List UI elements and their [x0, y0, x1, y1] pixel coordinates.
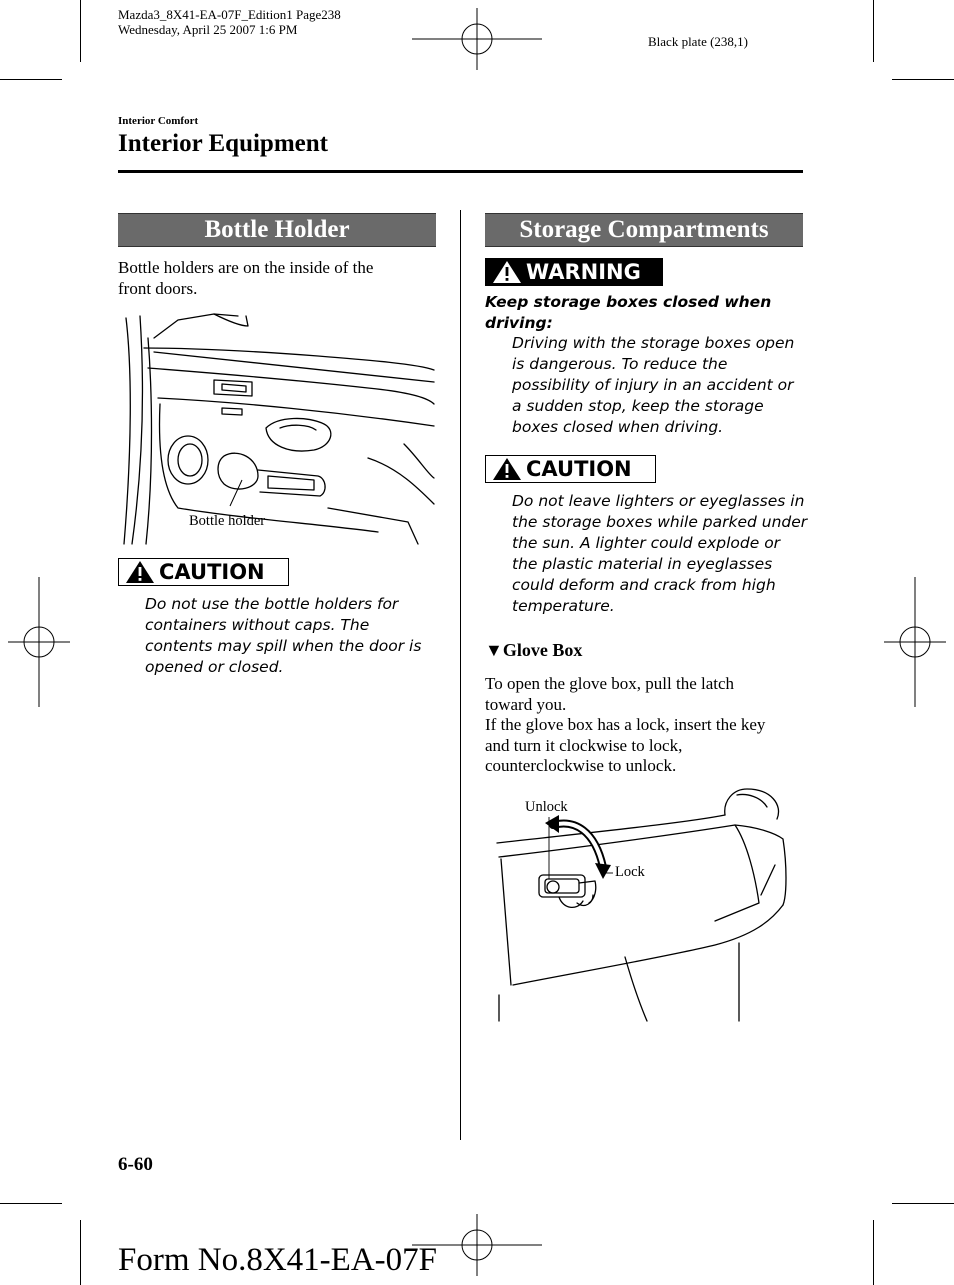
text-line: temperature.: [512, 597, 615, 615]
print-plate: Black plate (238,1): [648, 34, 748, 49]
text-line: toward you.: [485, 694, 567, 714]
triangle-marker-icon: ▼: [485, 640, 503, 660]
text-line: could deform and crack from high: [512, 576, 776, 594]
door-bottle-holder-illustration: [118, 308, 436, 548]
text-line: driving:: [485, 314, 553, 332]
text-line: possibility of injury in an accident or: [512, 376, 794, 394]
text-line: If the glove box has a lock, insert the key: [485, 715, 766, 734]
text-line: is dangerous. To reduce the: [512, 355, 728, 373]
warning-heading: [485, 292, 771, 334]
glove-box-heading: [485, 640, 582, 661]
text-line: opened or closed.: [145, 658, 284, 676]
warning-triangle-icon: [125, 560, 155, 584]
storage-compartments-banner: Storage Compartments: [485, 213, 803, 247]
bottle-holder-intro: [118, 258, 373, 299]
text-line: front doors.: [118, 278, 198, 298]
text-line: Keep storage boxes closed when: [485, 293, 772, 311]
caution-label: CAUTION: [159, 560, 265, 584]
print-header-line2: Wednesday, April 25 2007 1:6 PM: [118, 22, 298, 37]
text-line: Do not use the bottle holders for: [145, 595, 399, 613]
column-divider: [460, 210, 461, 1140]
page-number: 6-60: [118, 1154, 153, 1175]
caution-badge: [118, 558, 289, 586]
text-line: containers without caps. The: [145, 616, 370, 634]
bottle-holder-label: Bottle holder: [189, 513, 266, 529]
text-line: the plastic material in eyeglasses: [512, 555, 773, 573]
print-header: [118, 7, 341, 37]
text-line: the storage boxes while parked under: [512, 513, 808, 531]
print-header-line1: Mazda3_8X41-EA-07F_Edition1 Page238: [118, 7, 341, 22]
caution-label: CAUTION: [526, 457, 632, 481]
warning-text: [512, 333, 794, 438]
page-title: Interior Equipment: [118, 130, 328, 157]
text-line: Bottle holders are on the inside of the: [118, 258, 374, 277]
glove-box-lock-illustration: [485, 785, 803, 1030]
text-line: and turn it clockwise to lock,: [485, 735, 683, 755]
warning-badge: [485, 258, 663, 286]
text-line: Driving with the storage boxes open: [512, 334, 795, 352]
text-line: Do not leave lighters or eyeglasses in: [512, 492, 805, 510]
unlock-label: Unlock: [525, 799, 568, 815]
bottle-holder-caution-text: [145, 594, 421, 678]
registration-mark-icon: [884, 577, 946, 707]
text-line: To open the glove box, pull the latch: [485, 674, 735, 693]
caution-badge: [485, 455, 656, 483]
title-rule: [118, 170, 803, 173]
bottle-holder-banner: Bottle Holder: [118, 213, 436, 247]
text-line: boxes closed when driving.: [512, 418, 724, 436]
glove-box-title: Glove Box: [502, 640, 583, 660]
text-line: counterclockwise to unlock.: [485, 756, 677, 775]
text-line: contents may spill when the door is: [145, 637, 422, 655]
form-number: Form No.8X41-EA-07F: [118, 1242, 437, 1278]
text-line: the sun. A lighter could explode or: [512, 534, 781, 552]
text-line: a sudden stop, keep the storage: [512, 397, 764, 415]
warning-triangle-icon: [492, 457, 522, 481]
section-kicker: Interior Comfort: [118, 115, 199, 127]
registration-mark-icon: [8, 577, 70, 707]
warning-triangle-icon: [492, 260, 522, 284]
registration-mark-icon: [412, 8, 542, 70]
lock-label: Lock: [615, 864, 645, 880]
glove-box-text: [485, 674, 765, 777]
storage-caution-text: [512, 491, 807, 617]
warning-label: WARNING: [526, 260, 641, 284]
